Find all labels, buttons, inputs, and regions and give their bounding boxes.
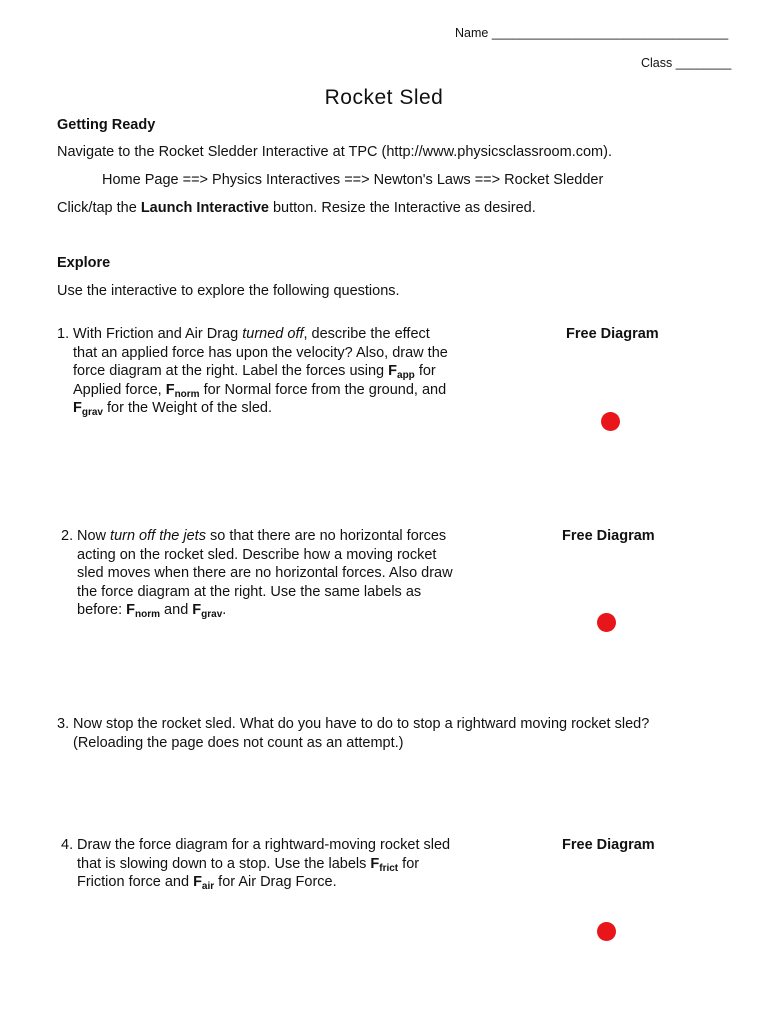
- q4-line-2: that is slowing down to a stop. Use the labels $F_{frict}$ for: [77, 855, 420, 874]
- launch-interactive-label: Launch Interactive: [140, 200, 269, 216]
- name-field: [455, 24, 728, 43]
- question-4: [61, 836, 450, 892]
- explore-intro: Use the interactive to explore the following questions.: [57, 283, 400, 299]
- name-blank: __________________________________: [491, 26, 729, 40]
- free-diagram-label: Free Diagram: [562, 528, 655, 544]
- class-label: Class: [641, 56, 673, 70]
- q4-line-3: Friction force and $F_{air}$ for Air Drag Force.: [77, 874, 337, 893]
- question-number: 3.: [57, 716, 70, 732]
- q2-line-5: before: $F_{norm}$ and $F_{grav}$.: [77, 602, 227, 621]
- navigation-path: Home Page ==> Physics Interactives ==> Newton's Laws ==> Rocket Sledder: [102, 172, 604, 188]
- page-title: Rocket Sled: [324, 86, 444, 109]
- q3-line-1: Now stop the rocket sled. What do you have to do to stop a rightward moving rocket sled?: [73, 716, 650, 732]
- q2-line-2: acting on the rocket sled. Describe how a moving rocket: [77, 546, 437, 563]
- question-number: 1.: [57, 326, 70, 342]
- q1-line-4: Applied force, $F_{norm}$ for Normal force from the ground, and: [73, 381, 447, 400]
- explore-heading: Explore: [57, 255, 111, 271]
- q1-line-5: $F_{grav}$ for the Weight of the sled.: [73, 400, 272, 419]
- name-label: Name: [455, 26, 489, 40]
- q2-line-1: Now turn off the jets so that there are no horizontal forces: [77, 528, 447, 544]
- q4-line-1: Draw the force diagram for a rightward-moving rocket sled: [77, 837, 451, 853]
- q1-line-1: With Friction and Air Drag turned off, describe the effect: [73, 326, 430, 342]
- getting-ready-heading: Getting Ready: [57, 117, 156, 133]
- class-blank: ________: [675, 56, 732, 70]
- class-field: [641, 54, 731, 73]
- launch-instruction-pre: Click/tap the: [57, 200, 141, 216]
- question-number: 2.: [61, 528, 74, 544]
- question-number: 4.: [61, 837, 74, 853]
- q2-line-3: sled moves when there are no horizontal forces. Also draw: [77, 565, 453, 582]
- launch-instruction: [57, 199, 536, 218]
- q1-line-2: that an applied force has upon the velocity? Also, draw the: [73, 344, 448, 361]
- object-dot: [597, 922, 616, 941]
- object-dot: [597, 613, 616, 632]
- question-2: [61, 527, 453, 620]
- q2-line-4: the force diagram at the right. Use the same labels as: [77, 583, 422, 600]
- launch-instruction-post: button. Resize the Interactive as desired.: [268, 200, 536, 216]
- question-1: [57, 325, 448, 418]
- question-3: [57, 715, 649, 752]
- object-dot: [601, 412, 620, 431]
- free-diagram-label: Free Diagram: [566, 326, 659, 342]
- q1-line-3: force diagram at the right. Label the forces using $F_{app}$ for: [73, 363, 436, 382]
- free-diagram-label: Free Diagram: [562, 837, 655, 853]
- q3-line-2: (Reloading the page does not count as an attempt.): [73, 734, 404, 751]
- navigate-instruction: Navigate to the Rocket Sledder Interactive at TPC (http://www.physicsclassroom.com).: [57, 144, 612, 160]
